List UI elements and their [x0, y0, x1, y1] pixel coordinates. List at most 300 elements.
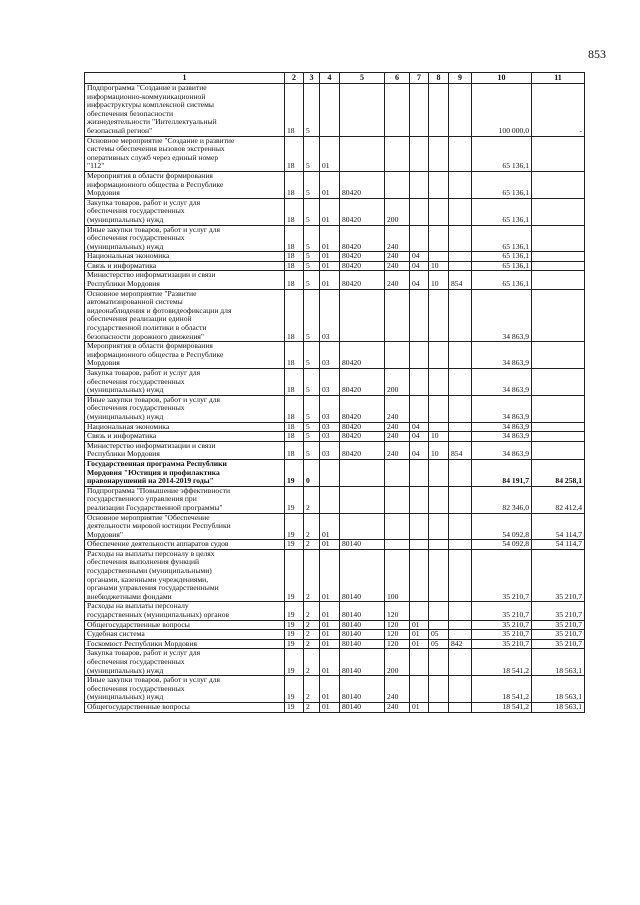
- code-expense-type: 240: [385, 261, 410, 271]
- amount-year-1: 65 136,1: [472, 198, 532, 225]
- description-line: (муниципальных) нужд: [87, 241, 164, 251]
- code-subsection: [429, 225, 449, 252]
- code-section: [410, 171, 429, 198]
- amount-year-1: 34 863,9: [472, 432, 532, 442]
- row-description: [85, 676, 285, 703]
- description-line: обеспечения безопасности: [87, 108, 174, 118]
- row-description: [85, 486, 285, 513]
- code-subprogram: 2: [304, 620, 320, 630]
- description-line: Республики Мордовия: [87, 279, 160, 289]
- code-subprogram: 2: [304, 639, 320, 649]
- code-subsection: 10: [429, 271, 449, 289]
- code-direction: 80420: [340, 369, 385, 396]
- description-line: государственного управления при: [87, 494, 197, 504]
- code-ministry: [449, 252, 472, 262]
- code-expense-type: 200: [385, 369, 410, 396]
- code-section: 04: [410, 441, 429, 459]
- code-expense-type: 240: [385, 225, 410, 252]
- code-section: [410, 676, 429, 703]
- code-expense-type: [385, 84, 410, 137]
- row-description: [85, 395, 285, 422]
- description-line: Связь и информатика: [87, 431, 157, 441]
- description-line: Подпрограмма "Повышение эффективности: [87, 486, 231, 495]
- amount-year-1: 65 136,1: [472, 252, 532, 262]
- description-line: органами управления государственными: [87, 583, 219, 593]
- code-expense-type: 240: [385, 702, 410, 712]
- code-activity: 01: [320, 198, 340, 225]
- code-direction: [340, 136, 385, 171]
- description-line: оперативных служб через единый номер: [87, 152, 219, 162]
- code-section: 04: [410, 422, 429, 432]
- code-section: [410, 549, 429, 602]
- code-activity: 03: [320, 395, 340, 422]
- code-expense-type: 100: [385, 549, 410, 602]
- code-section: 04: [410, 261, 429, 271]
- code-gp: 18: [285, 369, 304, 396]
- table-row: [85, 369, 585, 396]
- code-subprogram: 5: [304, 271, 320, 289]
- code-activity: 01: [320, 271, 340, 289]
- description-line: Республики Мордовия: [87, 449, 160, 459]
- table-row: [85, 395, 585, 422]
- code-ministry: [449, 549, 472, 602]
- code-activity: 03: [320, 342, 340, 369]
- description-line: Министерство информатизации и связи: [87, 441, 216, 450]
- column-header: 4: [320, 73, 340, 84]
- code-subprogram: 5: [304, 395, 320, 422]
- code-ministry: [449, 289, 472, 342]
- code-ministry: [449, 486, 472, 513]
- description-line: инфраструктуры комплексной системы: [87, 100, 214, 110]
- row-description: [85, 459, 285, 486]
- amount-year-2: 35 210,7: [532, 630, 585, 640]
- code-direction: 80420: [340, 271, 385, 289]
- row-description: [85, 549, 285, 602]
- table-row: [85, 540, 585, 550]
- amount-year-2: [532, 198, 585, 225]
- description-line: "112": [87, 161, 105, 171]
- amount-year-2: [532, 441, 585, 459]
- amount-year-2: [532, 289, 585, 342]
- code-subsection: [429, 422, 449, 432]
- code-subprogram: 5: [304, 422, 320, 432]
- row-description: [85, 171, 285, 198]
- code-subprogram: 5: [304, 261, 320, 271]
- code-subprogram: 2: [304, 549, 320, 602]
- code-subprogram: 2: [304, 676, 320, 703]
- code-subprogram: 5: [304, 136, 320, 171]
- code-ministry: [449, 369, 472, 396]
- description-line: Государственная программа Республики: [87, 459, 227, 468]
- row-description: [85, 84, 285, 137]
- code-direction: 80420: [340, 225, 385, 252]
- code-gp: 19: [285, 702, 304, 712]
- code-gp: 18: [285, 342, 304, 369]
- code-subprogram: 5: [304, 289, 320, 342]
- amount-year-2: [532, 261, 585, 271]
- code-gp: 18: [285, 225, 304, 252]
- code-section: [410, 225, 429, 252]
- code-activity: 01: [320, 602, 340, 620]
- description-line: Общегосударственные вопросы: [87, 620, 190, 629]
- row-description: [85, 342, 285, 369]
- code-subsection: [429, 676, 449, 703]
- amount-year-2: -: [532, 84, 585, 137]
- row-description: [85, 630, 285, 640]
- amount-year-2: [532, 171, 585, 198]
- code-direction: 80420: [340, 395, 385, 422]
- table-row: [85, 630, 585, 640]
- code-ministry: 842: [449, 639, 472, 649]
- description-line: внебюджетными фондами: [87, 591, 172, 601]
- code-expense-type: [385, 513, 410, 540]
- description-line: Министерство информатизации и связи: [87, 270, 216, 280]
- code-activity: 01: [320, 513, 340, 540]
- amount-year-1: 65 136,1: [472, 225, 532, 252]
- code-section: [410, 342, 429, 369]
- code-activity: [320, 459, 340, 486]
- amount-year-1: 84 191,7: [472, 459, 532, 486]
- code-direction: [340, 513, 385, 540]
- code-subsection: [429, 620, 449, 630]
- amount-year-1: 54 092,8: [472, 540, 532, 550]
- description-line: Иные закупки товаров, работ и услуг для: [87, 395, 221, 404]
- amount-year-1: 34 863,9: [472, 422, 532, 432]
- description-line: (муниципальных) нужд: [87, 692, 164, 702]
- code-ministry: [449, 422, 472, 432]
- description-line: (муниципальных) нужд: [87, 385, 164, 395]
- code-gp: 19: [285, 513, 304, 540]
- code-gp: 19: [285, 459, 304, 486]
- amount-year-1: 34 863,9: [472, 342, 532, 369]
- code-direction: 80140: [340, 602, 385, 620]
- amount-year-1: 54 092,8: [472, 513, 532, 540]
- code-expense-type: 240: [385, 432, 410, 442]
- code-section: 01: [410, 630, 429, 640]
- description-line: Иные закупки товаров, работ и услуг для: [87, 675, 221, 685]
- amount-year-1: 34 863,9: [472, 441, 532, 459]
- code-ministry: [449, 342, 472, 369]
- code-ministry: [449, 395, 472, 422]
- description-line: Мордовия: [87, 358, 120, 368]
- code-ministry: [449, 459, 472, 486]
- description-line: Мордовия: [87, 188, 120, 198]
- amount-year-1: 35 210,7: [472, 620, 532, 630]
- table-row: [85, 459, 585, 486]
- code-ministry: [449, 649, 472, 676]
- code-activity: 01: [320, 630, 340, 640]
- code-section: [410, 486, 429, 513]
- code-section: [410, 136, 429, 171]
- code-expense-type: 240: [385, 676, 410, 703]
- code-subsection: 05: [429, 639, 449, 649]
- amount-year-2: 35 210,7: [532, 549, 585, 602]
- code-gp: 19: [285, 620, 304, 630]
- code-expense-type: 200: [385, 198, 410, 225]
- amount-year-2: 84 258,1: [532, 459, 585, 486]
- code-expense-type: 200: [385, 649, 410, 676]
- code-direction: 80420: [340, 171, 385, 198]
- code-subsection: [429, 702, 449, 712]
- table-header-row: [85, 73, 585, 84]
- code-direction: [340, 84, 385, 137]
- code-activity: 03: [320, 432, 340, 442]
- code-gp: 19: [285, 639, 304, 649]
- description-line: обеспечения государственных: [87, 683, 185, 693]
- code-subprogram: 5: [304, 84, 320, 137]
- row-description: [85, 422, 285, 432]
- code-expense-type: [385, 540, 410, 550]
- description-line: Расходы на выплаты персоналу: [87, 601, 189, 611]
- description-line: Связь и информатика: [87, 261, 157, 270]
- code-activity: 01: [320, 171, 340, 198]
- code-ministry: 854: [449, 271, 472, 289]
- code-ministry: [449, 84, 472, 137]
- code-gp: 19: [285, 602, 304, 620]
- code-direction: 80140: [340, 620, 385, 630]
- code-direction: 80420: [340, 252, 385, 262]
- table-row: [85, 639, 585, 649]
- code-subsection: 10: [429, 432, 449, 442]
- amount-year-1: 34 863,9: [472, 289, 532, 342]
- table-row: [85, 422, 585, 432]
- code-gp: 18: [285, 432, 304, 442]
- code-section: 04: [410, 252, 429, 262]
- code-expense-type: 240: [385, 441, 410, 459]
- code-subsection: [429, 289, 449, 342]
- code-gp: 19: [285, 486, 304, 513]
- code-activity: 01: [320, 649, 340, 676]
- code-section: 01: [410, 620, 429, 630]
- description-line: Расходы на выплаты персоналу в целях: [87, 549, 215, 558]
- table-row: [85, 486, 585, 513]
- code-gp: 18: [285, 441, 304, 459]
- code-expense-type: 240: [385, 252, 410, 262]
- code-gp: 18: [285, 271, 304, 289]
- description-line: жизнедеятельности "Интеллектуальный: [87, 117, 217, 127]
- table-row: [85, 261, 585, 271]
- code-section: [410, 602, 429, 620]
- code-expense-type: [385, 342, 410, 369]
- row-description: [85, 198, 285, 225]
- code-section: 01: [410, 639, 429, 649]
- code-gp: 18: [285, 289, 304, 342]
- code-activity: 01: [320, 639, 340, 649]
- amount-year-1: 65 136,1: [472, 261, 532, 271]
- code-direction: [340, 459, 385, 486]
- amount-year-1: 100 000,0: [472, 84, 532, 137]
- code-direction: 80420: [340, 422, 385, 432]
- code-activity: 01: [320, 676, 340, 703]
- code-gp: 18: [285, 422, 304, 432]
- table-row: [85, 602, 585, 620]
- description-line: обеспечения государственных: [87, 376, 185, 386]
- column-header: 9: [449, 73, 472, 84]
- row-description: [85, 369, 285, 396]
- description-line: Национальная экономика: [87, 422, 170, 431]
- code-expense-type: 240: [385, 422, 410, 432]
- amount-year-2: [532, 432, 585, 442]
- column-header: 2: [285, 73, 304, 84]
- code-activity: 01: [320, 261, 340, 271]
- code-gp: 19: [285, 649, 304, 676]
- code-ministry: 854: [449, 441, 472, 459]
- budget-table: [84, 72, 585, 713]
- code-ministry: [449, 136, 472, 171]
- code-section: [410, 198, 429, 225]
- amount-year-2: 18 563,1: [532, 702, 585, 712]
- code-activity: 03: [320, 289, 340, 342]
- amount-year-2: [532, 342, 585, 369]
- code-subprogram: 5: [304, 252, 320, 262]
- code-section: [410, 395, 429, 422]
- description-line: обеспечения выполнения функций: [87, 557, 200, 567]
- description-line: Национальная экономика: [87, 251, 170, 261]
- description-line: Мордовия": [87, 529, 123, 539]
- amount-year-1: 18 541,2: [472, 676, 532, 703]
- code-subsection: [429, 602, 449, 620]
- code-activity: 01: [320, 549, 340, 602]
- code-section: [410, 459, 429, 486]
- description-line: государственными (муниципальными): [87, 566, 212, 576]
- code-section: [410, 289, 429, 342]
- code-subsection: [429, 84, 449, 137]
- amount-year-1: 35 210,7: [472, 602, 532, 620]
- description-line: Мордовия "Юстиция и профилактика: [87, 467, 220, 477]
- code-expense-type: [385, 486, 410, 513]
- row-description: [85, 289, 285, 342]
- table-row: [85, 271, 585, 289]
- column-header: 1: [85, 73, 285, 84]
- amount-year-1: 65 136,1: [472, 136, 532, 171]
- description-line: Основное мероприятие "Создание и развитие: [87, 136, 235, 145]
- code-gp: 19: [285, 676, 304, 703]
- amount-year-2: 18 563,1: [532, 649, 585, 676]
- code-activity: [320, 84, 340, 137]
- table-body: [85, 84, 585, 713]
- code-gp: 18: [285, 261, 304, 271]
- table-row: [85, 289, 585, 342]
- description-line: государственных (муниципальных) органов: [87, 610, 230, 620]
- code-subprogram: 2: [304, 630, 320, 640]
- description-line: обеспечения государственных: [87, 206, 185, 216]
- description-line: Судебная система: [87, 629, 145, 639]
- description-line: автоматизированной системы: [87, 297, 183, 307]
- code-gp: 18: [285, 136, 304, 171]
- code-direction: [340, 289, 385, 342]
- amount-year-2: 54 114,7: [532, 513, 585, 540]
- code-expense-type: 120: [385, 620, 410, 630]
- code-activity: 01: [320, 136, 340, 171]
- column-header: 6: [385, 73, 410, 84]
- code-subprogram: 5: [304, 369, 320, 396]
- description-line: правонарушений на 2014-2019 годы": [87, 476, 214, 486]
- code-subprogram: 2: [304, 649, 320, 676]
- description-line: системы обеспечения вызовов экстренных: [87, 144, 225, 154]
- row-description: [85, 602, 285, 620]
- code-subprogram: 0: [304, 459, 320, 486]
- code-activity: 01: [320, 225, 340, 252]
- description-line: информационно-коммуникационной: [87, 91, 206, 101]
- table-row: [85, 136, 585, 171]
- table-row: [85, 84, 585, 137]
- code-direction: 80140: [340, 639, 385, 649]
- description-line: Основное мероприятие "Обеспечение: [87, 513, 210, 522]
- code-direction: 80140: [340, 549, 385, 602]
- table-row: [85, 702, 585, 712]
- page-number: 853: [588, 47, 606, 61]
- table-row: [85, 513, 585, 540]
- description-line: Госкомюст Республики Мордовия: [87, 639, 197, 648]
- code-subprogram: 2: [304, 540, 320, 550]
- code-section: [410, 649, 429, 676]
- amount-year-1: 35 210,7: [472, 639, 532, 649]
- code-activity: 03: [320, 369, 340, 396]
- code-gp: 18: [285, 198, 304, 225]
- code-subsection: [429, 549, 449, 602]
- description-line: Подпрограмма "Создание и развитие: [87, 83, 207, 92]
- description-line: Закупка товаров, работ и услуг для: [87, 368, 201, 377]
- code-section: 01: [410, 702, 429, 712]
- row-description: [85, 513, 285, 540]
- amount-year-2: 35 210,7: [532, 602, 585, 620]
- row-description: [85, 432, 285, 442]
- code-subprogram: 2: [304, 486, 320, 513]
- code-activity: 01: [320, 620, 340, 630]
- code-subprogram: 2: [304, 513, 320, 540]
- description-line: Основное мероприятие "Развитие: [87, 289, 197, 298]
- code-ministry: [449, 620, 472, 630]
- table-row: [85, 649, 585, 676]
- code-activity: 01: [320, 702, 340, 712]
- table-row: [85, 171, 585, 198]
- amount-year-1: 65 136,1: [472, 171, 532, 198]
- description-line: информационного общества в Республике: [87, 179, 224, 189]
- row-description: [85, 649, 285, 676]
- code-expense-type: 240: [385, 271, 410, 289]
- description-line: Закупка товаров, работ и услуг для: [87, 648, 201, 658]
- table-row: [85, 225, 585, 252]
- amount-year-2: [532, 369, 585, 396]
- description-line: Мероприятия в области формирования: [87, 171, 213, 180]
- row-description: [85, 639, 285, 649]
- row-description: [85, 540, 285, 550]
- amount-year-2: [532, 252, 585, 262]
- code-direction: [340, 486, 385, 513]
- amount-year-2: [532, 422, 585, 432]
- amount-year-1: 65 136,1: [472, 271, 532, 289]
- row-description: [85, 702, 285, 712]
- table-row: [85, 432, 585, 442]
- code-subprogram: 5: [304, 432, 320, 442]
- code-gp: 19: [285, 540, 304, 550]
- code-subsection: [429, 342, 449, 369]
- code-subprogram: 2: [304, 702, 320, 712]
- column-header: 5: [340, 73, 385, 84]
- code-gp: 18: [285, 84, 304, 137]
- amount-year-2: [532, 136, 585, 171]
- code-ministry: [449, 702, 472, 712]
- code-section: 04: [410, 432, 429, 442]
- description-line: деятельности мировой юстиции Республики: [87, 521, 231, 531]
- description-line: информационного общества в Республике: [87, 349, 224, 359]
- code-subsection: [429, 136, 449, 171]
- description-line: Общегосударственные вопросы: [87, 702, 190, 711]
- description-line: Иные закупки товаров, работ и услуг для: [87, 225, 221, 234]
- code-subprogram: 5: [304, 198, 320, 225]
- code-subsection: [429, 395, 449, 422]
- code-expense-type: [385, 459, 410, 486]
